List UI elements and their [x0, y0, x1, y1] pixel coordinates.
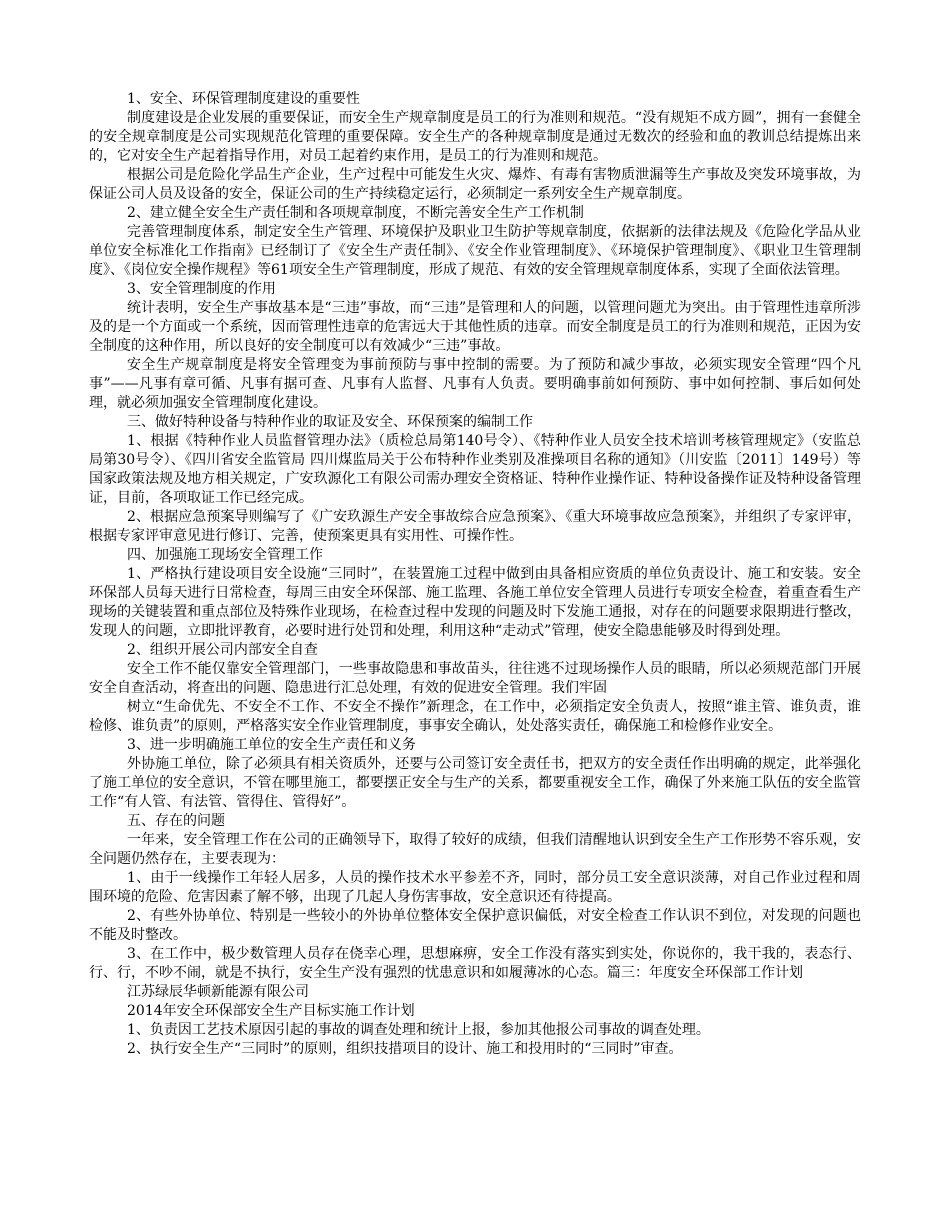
section-heading: 四、加强施工现场安全管理工作: [127, 547, 323, 563]
section-heading: 3、安全管理制度的作用: [127, 281, 276, 297]
paragraph: 2、根据应急预案导则编写了《广安玖源生产安全事故综合应急预案》、《重大环境事故应急预案》，并组织了专家评审，根据专家评审意见进行修订、完善，使预案更具有实用性、可操作性。: [89, 509, 861, 544]
paragraph: 根据公司是危险化学品生产企业，生产过程中可能发生火灾、爆炸、有毒有害物质泄漏等生产事故及突发环境事故，为保证公司人员及设备的安全，保证公司的生产持续稳定运行，必须制定一系列安全生产规章制度。: [89, 167, 861, 202]
paragraph: 外协施工单位，除了必须具有相关资质外，还要与公司签订安全责任书，把双方的安全责任作出明确的规定，此举强化了施工单位的安全意识，不管在哪里施工，都要摆正安全与生产的关系，都要重视安全工作，确保了外来施工队伍的安全监管工作“有人管、有法管、管得住、管得好”。: [89, 756, 861, 810]
section-heading: 五、存在的问题: [127, 813, 225, 829]
section-heading: 2、组织开展公司内部安全自查: [127, 642, 318, 658]
section-heading: 三、做好特种设备与特种作业的取证及安全、环保预案的编制工作: [127, 414, 533, 430]
paragraph: 1、严格执行建设项目安全设施“三同时”，在装置施工过程中做到由具备相应资质的单位负责设计、施工和安装。安全环保部人员每天进行日常检查，每周三由安全环保部、施工监理、各施工单位安全管理人员进行专项安全检查，着重查看生产现场的关键装置和重点部位及特殊作业现场，在检查过程中发现的问题及时下发施工通报，对存在的问题要求限期进行整改，发现人的问题，立即批评教育，必要时进行处罚和处理，利用这种“走动式”管理，使安全隐患能够及时得到处理。: [89, 566, 861, 639]
document-body: [89, 90, 861, 1059]
plan-title: 2014年安全环保部安全生产目标实施工作计划: [127, 1003, 415, 1019]
paragraph: 一年来，安全管理工作在公司的正确领导下，取得了较好的成绩，但我们清醒地认识到安全生产工作形势不容乐观，安全问题仍然存在，主要表现为：: [89, 832, 861, 867]
paragraph: 完善管理制度体系，制定安全生产管理、环境保护及职业卫生防护等规章制度，依据新的法律法规及《危险化学品从业单位安全标准化工作指南》已经制订了《安全生产责任制》、《安全作业管理制度》、《环境保护管理制度》、《职业卫生管理制度》、《岗位安全操作规程》等61项安全生产管理制度，形成了规范、有效的安全管理规章制度体系，实现了全面依法管理。: [89, 224, 861, 278]
paragraph: 安全生产规章制度是将安全管理变为事前预防与事中控制的需要。为了预防和减少事故，必须实现安全管理“四个凡事”——凡事有章可循、凡事有据可查、凡事有人监督、凡事有人负责。要明确事前如何预防、事中如何控制、事后如何处理，就必须加强安全管理制度化建设。: [89, 357, 861, 411]
paragraph: 安全工作不能仅靠安全管理部门，一些事故隐患和事故苗头，往往逃不过现场操作人员的眼睛，所以必须规范部门开展安全自查活动，将查出的问题、隐患进行汇总处理，有效的促进安全管理。我们牢固: [89, 661, 861, 696]
company-name: 江苏绿辰华顿新能源有限公司: [127, 984, 309, 1000]
paragraph: 1、负责因工艺技术原因引起的事故的调查处理和统计上报，参加其他报公司事故的调查处理。: [127, 1022, 710, 1038]
section-heading: 3、进一步明确施工单位的安全生产责任和义务: [127, 737, 416, 753]
paragraph: 制度建设是企业发展的重要保证，而安全生产规章制度是员工的行为准则和规范。“没有规矩不成方圆”，拥有一套健全的安全规章制度是公司实现规范化管理的重要保障。安全生产的各种规章制度是通过无数次的经验和血的教训总结提炼出来的，它对安全生产起着指导作用，对员工起着约束作用，是员工的行为准则和规范。: [89, 110, 861, 164]
paragraph: 1、由于一线操作工年轻人居多，人员的操作技术水平参差不齐，同时，部分员工安全意识淡薄，对自己作业过程和周围环境的危险、危害因素了解不够，出现了几起人身伤害事故，安全意识还有待提高。: [89, 870, 861, 905]
paragraph: 1、根据《特种作业人员监督管理办法》（质检总局第140号令）、《特种作业人员安全技术培训考核管理规定》（安监总局第30号令）、《四川省安全监管局 四川煤监局关于公布特种作业类别及准操项目名称的通知》（川安监〔2011〕149号）等国家政策法规及地方相关规定，广安玖源化工有限公司需办理安全资格证、特种作业操作证、特种设备操作证及特种设备管理证，目前，各项取证工作已经完成。: [89, 433, 861, 506]
paragraph: 树立“生命优先、不安全不工作、不安全不操作”新理念，在工作中，必须指定安全负责人，按照“谁主管、谁负责，谁检修、谁负责”的原则，严格落实安全作业管理制度，事事安全确认，处处落实责任，确保施工和检修作业安全。: [89, 699, 861, 734]
paragraph: 3、在工作中，极少数管理人员存在侥幸心理，思想麻痹，安全工作没有落实到实处，你说你的，我干我的，表态行、行、行，不吵不闹，就是不执行，安全生产没有强烈的忧患意识和如履薄冰的心态。篇三：年度安全环保部工作计划: [89, 946, 861, 981]
paragraph: 2、有些外协单位、特别是一些较小的外协单位整体安全保护意识偏低，对安全检查工作认识不到位，对发现的问题也不能及时整改。: [89, 908, 861, 943]
section-heading: 2、建立健全安全生产责任制和各项规章制度，不断完善安全生产工作机制: [127, 205, 584, 221]
section-heading: 1、安全、环保管理制度建设的重要性: [127, 91, 360, 107]
paragraph: 2、执行安全生产“三同时”的原则，组织技措项目的设计、施工和投用时的“三同时”审查。: [127, 1041, 683, 1057]
paragraph: 统计表明，安全生产事故基本是“三违”事故，而“三违”是管理和人的问题，以管理问题尤为突出。由于管理性违章所涉及的是一个方面或一个系统，因而管理性违章的危害远大于其他性质的违章。而安全制度是员工的行为准则和规范，正因为安全制度的这种作用，所以良好的安全制度可以有效减少“三违”事故。: [89, 300, 861, 354]
